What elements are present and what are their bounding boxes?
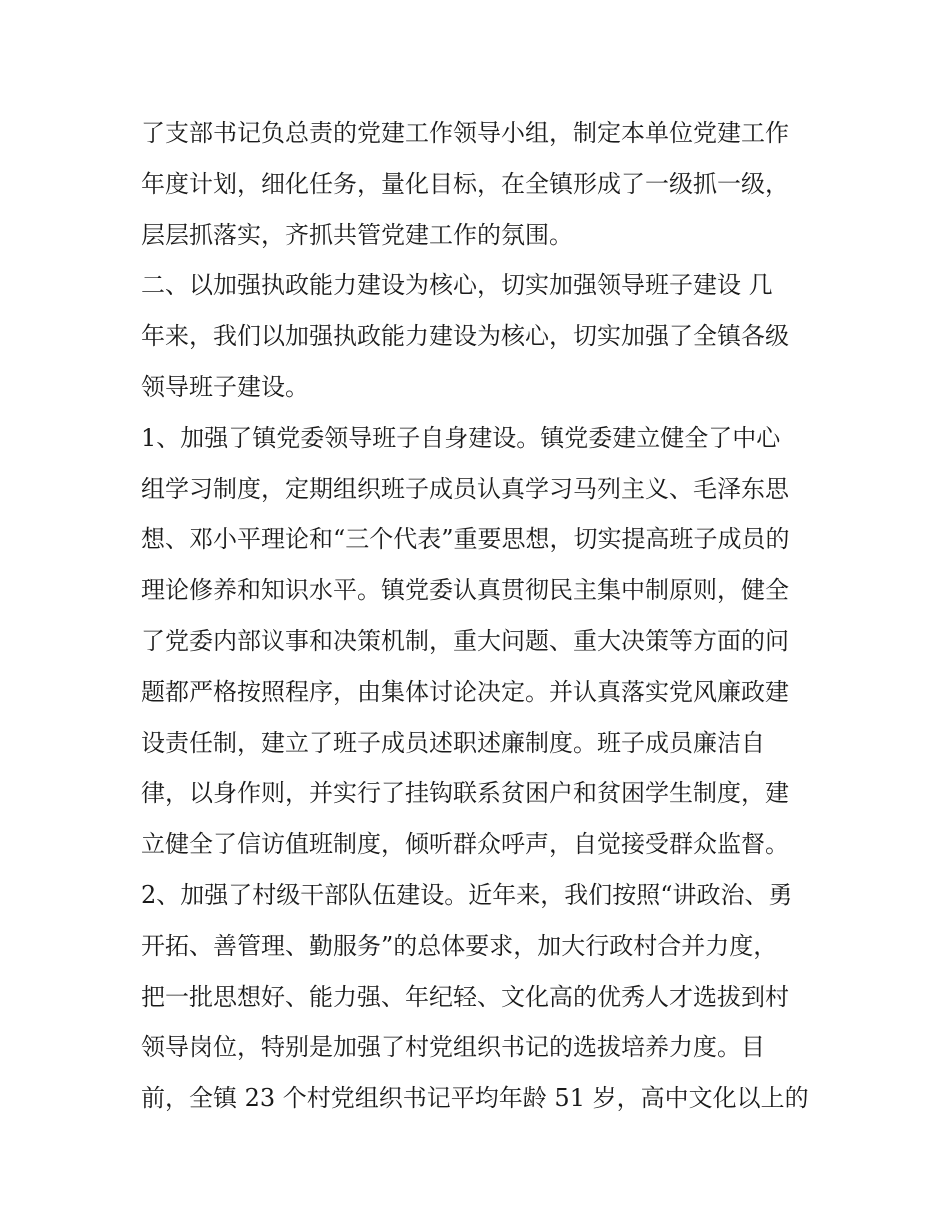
- text-line: 了支部书记负总责的党建工作领导小组，制定本单位党建工作: [141, 119, 789, 147]
- text-line: 开拓、善管理、勤服务”的总体要求，加大行政村合并力度，: [141, 931, 778, 960]
- text-line: 年来，我们以加强执政能力建设为核心，切实加强了全镇各级: [141, 322, 789, 351]
- text-line: 想、邓小平理论和“三个代表”重要思想，切实提高班子成员的: [141, 525, 790, 554]
- text-line: 层层抓落实，齐抓共管党建工作的氛围。: [141, 220, 573, 249]
- text-line: 前，全镇 23 个村党组织书记平均年龄 51 岁，高中文化以上的: [141, 1084, 809, 1113]
- text-line: 题都严格按照程序，由集体讨论决定。并认真落实党风廉政建: [141, 677, 789, 706]
- text-line: 律，以身作则，并实行了挂钩联系贫困户和贫困学生制度，建: [141, 779, 789, 808]
- list-item-line: 1、加强了镇党委领导班子自身建设。镇党委建立健全了中心: [141, 423, 781, 452]
- text-line: 了党委内部议事和决策机制，重大问题、重大决策等方面的问: [141, 626, 789, 655]
- text-line: 组学习制度，定期组织班子成员认真学习马列主义、毛泽东思: [141, 474, 789, 503]
- text-line: 理论修养和知识水平。镇党委认真贯彻民主集中制原则，健全: [141, 576, 789, 605]
- text-line: 把一批思想好、能力强、年纪轻、文化高的优秀人才选拔到村: [141, 982, 789, 1011]
- text-line: 立健全了信访值班制度，倾听群众呼声，自觉接受群众监督。: [141, 830, 789, 859]
- text-line: 年度计划，细化任务，量化目标，在全镇形成了一级抓一级，: [141, 169, 789, 198]
- text-line: 领导班子建设。: [141, 372, 309, 401]
- section-heading-line: 二、以加强执政能力建设为核心，切实加强领导班子建设 几: [141, 271, 773, 300]
- text-line: 领导岗位，特别是加强了村党组织书记的选拔培养力度。目: [141, 1033, 765, 1062]
- body-text: [141, 108, 821, 1124]
- list-item-line: 2、加强了村级干部队伍建设。近年来，我们按照“讲政治、勇: [141, 880, 793, 909]
- text-line: 设责任制，建立了班子成员述职述廉制度。班子成员廉洁自: [141, 728, 765, 757]
